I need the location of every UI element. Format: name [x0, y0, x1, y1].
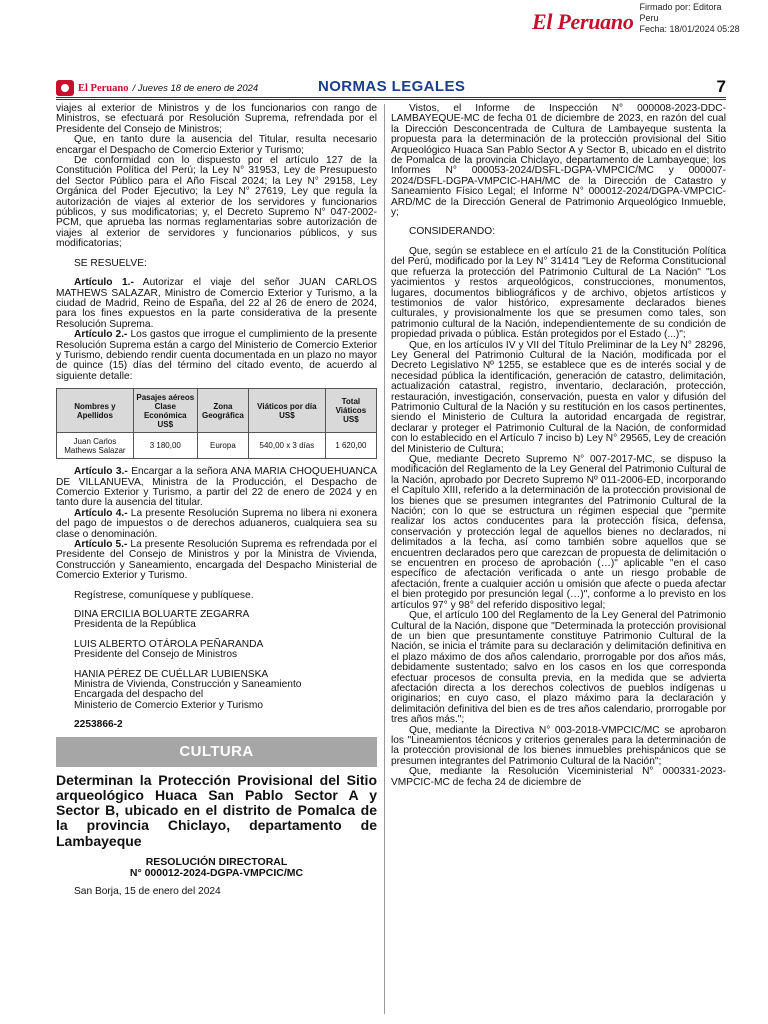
signature-line: Firmado por: Editora	[639, 2, 722, 12]
section-banner: CULTURA	[56, 737, 377, 767]
table-header: Pasajes aéreos Clase Económica US$	[133, 389, 197, 433]
article-text: Autorizar el viaje del señor JUAN CARLOS MATHEWS SALAZAR, Ministro de Comercio Exterior y Turismo, a la ciudad de Madrid, Reino de España, del 22 al 26 de enero de 2024, para los fines expuestos en la parte considerativa de la presente Resolución Suprema.	[56, 277, 377, 330]
signatory-title: Presidente del Consejo de Ministros	[74, 649, 238, 661]
place-date: San Borja, 15 de enero del 2024	[74, 885, 221, 897]
paragraph: De conformidad con lo dispuesto por el artículo 127 de la Constitución Política del Perú; la Ley N° 31953, Ley de Presupuesto del Sector Público para el Año Fiscal 2024; la Ley N° 29158, Ley Orgánica del Poder Ejecutivo; la Ley N° 27619, Ley que regula la autorización de viajes al exterior de los servidores y funcionarios públicos, y sus modificatorias; y, el Decreto Supremo N° 047-2002-PCM, que aprueba las normas reglamentarias sobre autorización de viajes al exterior de servidores y funcionarios públicos, y sus modificatorias;	[56, 155, 377, 250]
resolution-type: RESOLUCIÓN DIRECTORAL	[145, 855, 288, 868]
article-5	[56, 540, 377, 582]
el-peruano-logo: El Peruano	[532, 9, 634, 34]
table-cell: Juan Carlos Mathews Salazar	[57, 433, 134, 459]
signatory-title: Ministerio de Comercio Exterior y Turismo	[74, 699, 264, 711]
table-header: Zona Geográfica	[197, 389, 248, 433]
peru-shield-icon	[56, 80, 74, 96]
article-text: Encargar a la señora ANA MARIA CHOQUEHUANCA DE VILLANUEVA, Ministra de la Producción, el Despacho de Comercio Exterior y Turismo, a partir del 22 de enero de 2024 y en tanto dure la ausencia del titular.	[56, 466, 377, 509]
article-label: Artículo 2.-	[74, 329, 128, 341]
signatory-title: Presidenta de la República	[74, 619, 196, 631]
column-divider	[384, 104, 385, 1014]
paragraph: Vistos, el Informe de Inspección N° 000008-2023-DDC-LAMBAYEQUE-MC de fecha 01 de diciembre de 2023, en razón del cual la Dirección Desconcentrada de Cultura de Lambayeque sustenta la propuesta para la determinación de la protección provisional del Sitio Arqueológico Huaca San Pablo Sector A y Sector B, ubicado en el distrito de Pomalca de la provincia Chiclayo, departamento de Lambayeque; los Informes N° 000053-2024/DSFL-DGPA-VMPCIC/MC y 000007-2024/DSFL-DGPA-VMPCIC-HAH/MC de la Dirección de Catastro y Saneamiento Físico Legal; el Informe N° 000012-2024/DGPA-VMPCIC-ARD/MC de la Dirección General de Patrimonio Arqueológico Inmueble, y;	[391, 103, 726, 219]
table-header: Total Viáticos US$	[325, 389, 376, 433]
table-header-row	[57, 389, 377, 433]
resolution-number: N° 000012-2024-DGPA-VMPCIC/MC	[129, 866, 304, 879]
page-header	[56, 78, 726, 98]
se-resuelve: SE RESUELVE:	[74, 257, 147, 269]
signatory-name: LUIS ALBERTO OTÁROLA PEÑARANDA	[74, 638, 264, 650]
article-text: La presente Resolución Suprema no libera ni exonera del pago de impuestos o de derechos aduaneros, cualquiera sea su clase o denominación.	[56, 507, 377, 540]
table-header: Viáticos por día US$	[248, 389, 325, 433]
table-cell: 3 180,00	[133, 433, 197, 459]
digital-signature	[532, 2, 740, 35]
header-section: NORMAS LEGALES	[318, 78, 466, 95]
closing-formula: Regístrese, comuníquese y publíquese.	[74, 589, 254, 601]
header-brand: El Peruano	[78, 82, 129, 94]
signatory-name: HANIA PÉREZ DE CUÉLLAR LUBIENSKA	[74, 668, 269, 680]
paragraph: Que, según se establece en el artículo 21 de la Constitución Política del Perú, modificado por la Ley N° 31414 "Ley de Reforma Constitucional que refuerza la protección del Patrimonio Cultural de La Nación" "Los yacimientos y restos arqueológicos, construcciones, monumentos, lugares, documentos bibliográficos y de archivo, objetos artísticos y testimonios de valor histórico, expresamente declarados bienes culturales, y provisionalmente los que se presumen como tales, son patrimonio cultural de la Nación, independientemente de su condición de propiedad privada o pública. Están protegidos por el Estado (...)";	[391, 245, 726, 341]
paragraph: Que, en los artículos IV y VII del Título Preliminar de la Ley N° 28296, Ley General del Patrimonio Cultural de la Nación, modificada por el Decreto Legislativo Nº 1255, se establece que es de interés social y de necesidad pública la identificación, generación de catastro, delimitación, actualización catastral, registro, inventario, declaración, protección, restauración, investigación, conservación, puesta en valor y difusión del Patrimonio Cultural de la Nación y su restitución en los casos pertinentes, siendo el Ministerio de Cultura la autoridad encargada de registrar, declarar y proteger el Patrimonio Cultural de la Nación, de conformidad con lo establecido en el Artículo 7 inciso b) Ley N° 29565, Ley de creación del Ministerio de Cultura;	[391, 339, 726, 455]
header-rule	[56, 97, 726, 100]
signatory-title: Encargada del despacho del	[74, 689, 204, 701]
signatory-title: Ministra de Vivienda, Construcción y Saneamiento	[74, 679, 302, 691]
article-1	[56, 278, 377, 330]
article-label: Artículo 1.-	[74, 277, 134, 289]
article-4	[56, 509, 377, 540]
signatory-name: DINA ERCILIA BOLUARTE ZEGARRA	[74, 609, 250, 621]
article-2	[56, 330, 377, 382]
table-header: Nombres y Apellidos	[57, 389, 134, 433]
article-label: Artículo 5.-	[74, 539, 128, 550]
article-label: Artículo 3.-	[74, 466, 128, 478]
paragraph: Que, en tanto dure la ausencia del Titular, resulta necesario encargar el Despacho de Comercio Exterior y Turismo;	[56, 134, 377, 156]
paragraph: Que, mediante Decreto Supremo N° 007-2017-MC, se dispuso la modificación del Reglamento de la Ley General del Patrimonio Cultural de la Nación, aprobado por Decreto Supremo Nº 011-2006-ED, incorporando el Capítulo XIII, referido a la determinación de la protección provisional de los bienes que se presumen integrantes del Patrimonio Cultural de la Nación; con lo que se estructura un régimen especial que "permite realizar los actos conducentes para la protección física, defensa, conservación y protección legal de aquellos bienes no declarados, ni delimitados a la fecha, así como también sobre aquellos que se encuentren declarados pero que carezcan de propuesta de delimitación o se encuentren en proceso de aprobación (…)" aplicable "en el caso específico de afectación verificada o ante un riesgo probable de afectación, frente a cualquier acción u omisión que afecte o pueda afectar el bien protegido por presunción legal (…)", conforme a lo previsto en los artículos 97° y 98° del referido dispositivo legal;	[391, 454, 726, 611]
table-row	[57, 433, 377, 459]
considerando-heading: CONSIDERANDO:	[409, 226, 496, 238]
header-date: / Jueves 18 de enero de 2024	[132, 82, 259, 94]
paragraph: Que, el artículo 100 del Reglamento de la Ley General del Patrimonio Cultural de la Nación, dispone que "Determinada la protección provisional de un bien que presuntamente constituye Patrimonio Cultural de la Nación, se inicia el trámite para su declaración y delimitación definitiva en el plazo máximo de dos años calendario, prorrogable por dos años más, debidamente sustentado; salvo en los casos en los que corresponda efectuar procesos de consulta previa, en la medida que se advierta afectación directa a los derechos colectivos de pueblos indígenas u originarios; en cuyo caso, el plazo máximo para la declaración y delimitación definitiva del bien es de tres años calendario, prorrogable por tres años más.";	[391, 610, 726, 726]
article-3	[56, 467, 377, 509]
paragraph: Que, mediante la Resolución Viceministerial N° 000331-2023-VMPCIC-MC de fecha 24 de diciembre de	[391, 766, 726, 788]
signature-line: Peru	[639, 13, 659, 23]
publication-code: 2253866-2	[74, 719, 123, 731]
table-cell: 1 620,00	[325, 433, 376, 459]
article-label: Artículo 4.-	[74, 507, 128, 519]
left-column	[56, 104, 377, 897]
table-cell: 540,00 x 3 días	[248, 433, 325, 459]
signature-line: Fecha: 18/01/2024 05:28	[639, 24, 740, 34]
paragraph: viajes al exterior de Ministros y de los funcionarios con rango de Ministros, se efectuará por Resolución Suprema, refrendada por el Presidente del Consejo de Ministros;	[56, 103, 377, 135]
signature-text	[640, 2, 740, 35]
travel-expense-table	[56, 388, 377, 459]
norm-headline: Determinan la Protección Provisional del Sitio arqueológico Huaca San Pablo Sector A y Sector B, ubicado en el distrito de Pomalca de la provincia Chiclayo, departamento de Lambayeque	[56, 771, 377, 849]
page-number: 7	[716, 77, 726, 96]
paragraph: Que, mediante la Directiva N° 003-2018-VMPCIC/MC se aprobaron los "Lineamientos técnicos y criterios generales para la determinación de la protección provisional de los bienes inmuebles prehispánicos que se presumen integrantes del Patrimonio Cultural de la Nación";	[391, 724, 726, 767]
article-text: Los gastos que irrogue el cumplimiento de la presente Resolución Suprema están a cargo del Ministerio de Comercio Exterior y Turismo, debiendo rendir cuenta documentada en un plazo no mayor de quince (15) días del término del citado evento, de acuerdo al siguiente detalle:	[56, 329, 377, 382]
article-text: La presente Resolución Suprema es refrendada por el Presidente del Consejo de Ministros y por la Ministra de Vivienda, Construcción y Saneamiento, encargada del Despacho Ministerial de Comercio Exterior y Turismo.	[56, 539, 377, 582]
right-column	[391, 104, 726, 788]
resolution-title	[56, 857, 377, 879]
header-brand-block	[56, 80, 258, 96]
table-cell: Europa	[197, 433, 248, 459]
